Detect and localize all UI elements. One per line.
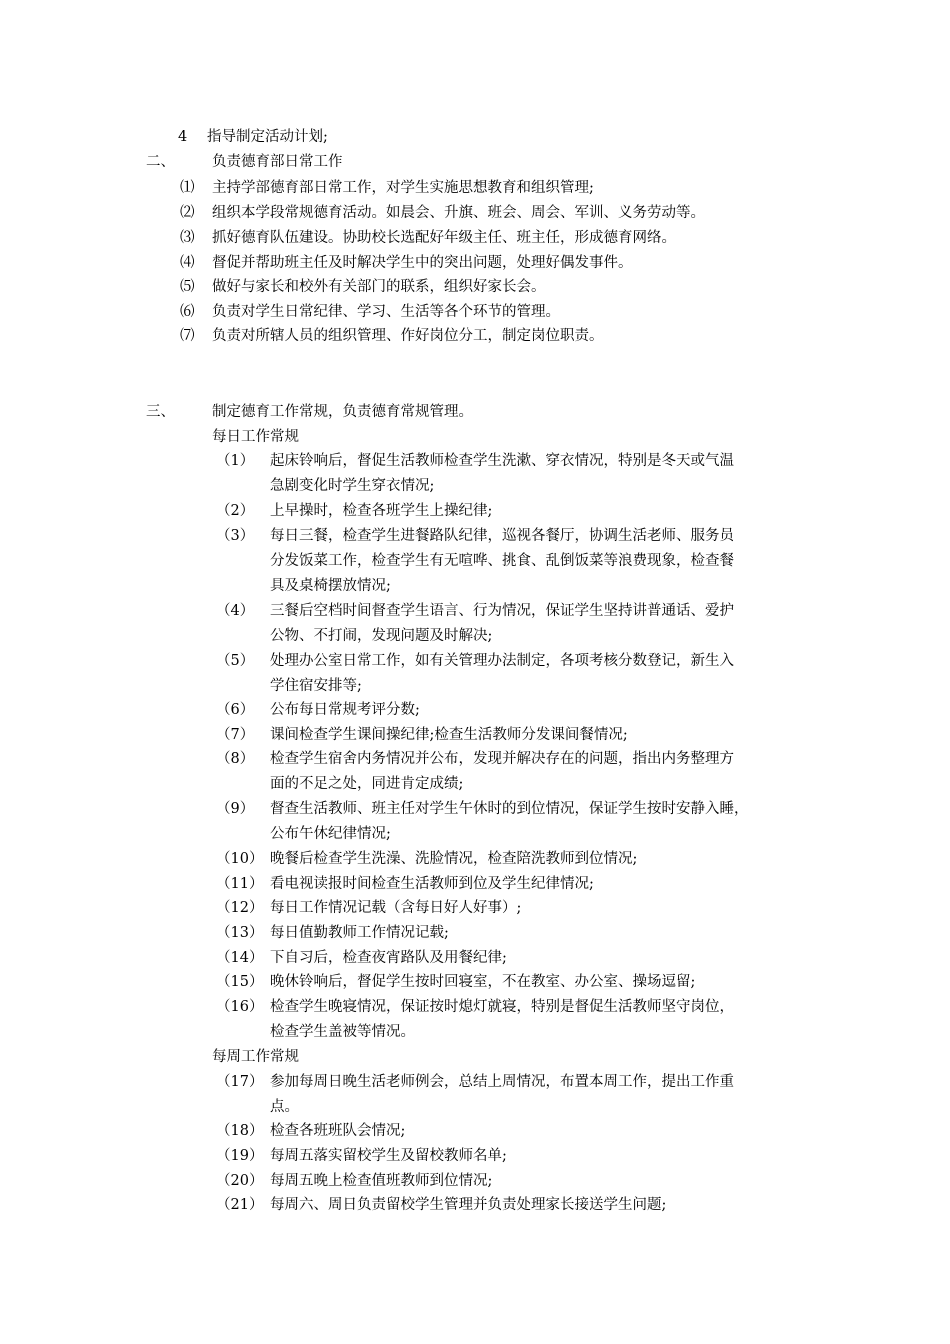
item-text-continued: 检查学生盖被等情况。	[270, 1024, 415, 1040]
item-text: 检查学生宿舍内务情况并公布，发现并解决存在的问题，指出内务整理方	[270, 751, 734, 767]
item-text: 指导制定活动计划;	[207, 129, 328, 145]
item-text-continued: 急剧变化时学生穿衣情况;	[270, 478, 435, 494]
item-text-continued: 学住宿安排等;	[270, 678, 362, 694]
item-number: （21）	[216, 1197, 264, 1213]
item-text-continued: 具及桌椅摆放情况;	[270, 578, 391, 594]
item-text: 三餐后空档时间督查学生语言、行为情况，保证学生坚持讲普通话、爱护	[270, 603, 734, 619]
item-text: 每周五落实留校学生及留校教师名单;	[270, 1148, 507, 1164]
item-text: 督查生活教师、班主任对学生午休时的到位情况，保证学生按时安静入睡，	[270, 801, 749, 817]
item-text-continued: 公物、不打闹，发现问题及时解决;	[270, 628, 493, 644]
item-text: 每日值勤教师工作情况记载;	[270, 925, 449, 941]
item-number: （3）	[216, 528, 255, 544]
item-text: 组织本学段常规德育活动。如晨会、升旗、班会、周会、军训、义务劳动等。	[212, 205, 705, 221]
item-number: （15）	[216, 974, 264, 990]
item-number: （16）	[216, 999, 264, 1015]
item-text: 晚餐后检查学生洗澡、洗脸情况，检查陪洗教师到位情况;	[270, 851, 638, 867]
item-number: （9）	[216, 801, 255, 817]
item-number: ⑷	[180, 255, 195, 271]
item-number: 4	[178, 129, 188, 145]
item-number: （2）	[216, 503, 255, 519]
item-text: 每日工作情况记载（含每日好人好事）;	[270, 900, 522, 916]
item-number: （13）	[216, 925, 264, 941]
item-number: （1）	[216, 453, 255, 469]
item-text: 下自习后，检查夜宵路队及用餐纪律;	[270, 950, 507, 966]
item-number: （8）	[216, 751, 255, 767]
section-number: 二、	[146, 154, 175, 170]
item-text-continued: 面的不足之处，同进肯定成绩;	[270, 776, 464, 792]
item-text: 每日三餐，检查学生进餐路队纪律，巡视各餐厅，协调生活老师、服务员	[270, 528, 734, 544]
item-text: 每周五晚上检查值班教师到位情况;	[270, 1173, 493, 1189]
item-text: 起床铃响后，督促生活教师检查学生洗漱、穿衣情况，特别是冬天或气温	[270, 453, 734, 469]
item-text-continued: 公布午休纪律情况;	[270, 826, 391, 842]
item-number: （19）	[216, 1148, 264, 1164]
item-text: 做好与家长和校外有关部门的联系，组织好家长会。	[212, 279, 546, 295]
item-number: （6）	[216, 702, 255, 718]
item-text: 检查学生晚寝情况，保证按时熄灯就寝，特别是督促生活教师坚守岗位，	[270, 999, 734, 1015]
item-number: ⑺	[180, 328, 195, 344]
item-text: 督促并帮助班主任及时解决学生中的突出问题，处理好偶发事件。	[212, 255, 633, 271]
item-number: （5）	[216, 653, 255, 669]
section-title: 负责德育部日常工作	[212, 154, 343, 170]
daily-heading: 每日工作常规	[212, 429, 299, 445]
item-text: 负责对学生日常纪律、学习、生活等各个环节的管理。	[212, 304, 560, 320]
item-text: 处理办公室日常工作，如有关管理办法制定，各项考核分数登记，新生入	[270, 653, 734, 669]
item-number: ⑴	[180, 180, 195, 196]
item-number: （7）	[216, 727, 255, 743]
item-number: （17）	[216, 1074, 264, 1090]
item-text: 每周六、周日负责留校学生管理并负责处理家长接送学生问题;	[270, 1197, 667, 1213]
item-number: ⑸	[180, 279, 195, 295]
item-text: 参加每周日晚生活老师例会，总结上周情况，布置本周工作，提出工作重	[270, 1074, 734, 1090]
item-number: ⑶	[180, 230, 195, 246]
item-number: （12）	[216, 900, 264, 916]
item-text-continued: 点。	[270, 1099, 299, 1115]
item-number: （11）	[216, 876, 264, 892]
section-title: 制定德育工作常规，负责德育常规管理。	[212, 404, 473, 420]
item-number: ⑹	[180, 304, 195, 320]
item-text-continued: 分发饭菜工作，检查学生有无喧哗、挑食、乱倒饭菜等浪费现象，检查餐	[270, 553, 734, 569]
item-text: 公布每日常规考评分数;	[270, 702, 420, 718]
item-number: （4）	[216, 603, 255, 619]
item-number: ⑵	[180, 205, 195, 221]
item-text: 晚休铃响后，督促学生按时回寝室，不在教室、办公室、操场逗留;	[270, 974, 696, 990]
item-text: 看电视读报时间检查生活教师到位及学生纪律情况;	[270, 876, 594, 892]
item-number: （14）	[216, 950, 264, 966]
item-text: 课间检查学生课间操纪律;检查生活教师分发课间餐情况;	[270, 727, 628, 743]
item-text: 检查各班班队会情况;	[270, 1123, 406, 1139]
item-text: 负责对所辖人员的组织管理、作好岗位分工，制定岗位职责。	[212, 328, 604, 344]
item-text: 主持学部德育部日常工作，对学生实施思想教育和组织管理;	[212, 180, 594, 196]
item-text: 抓好德育队伍建设。协助校长选配好年级主任、班主任，形成德育网络。	[212, 230, 676, 246]
item-number: （20）	[216, 1173, 264, 1189]
item-number: （18）	[216, 1123, 264, 1139]
weekly-heading: 每周工作常规	[212, 1049, 299, 1065]
section-number: 三、	[146, 404, 175, 420]
item-text: 上早操时，检查各班学生上操纪律;	[270, 503, 493, 519]
item-number: （10）	[216, 851, 264, 867]
